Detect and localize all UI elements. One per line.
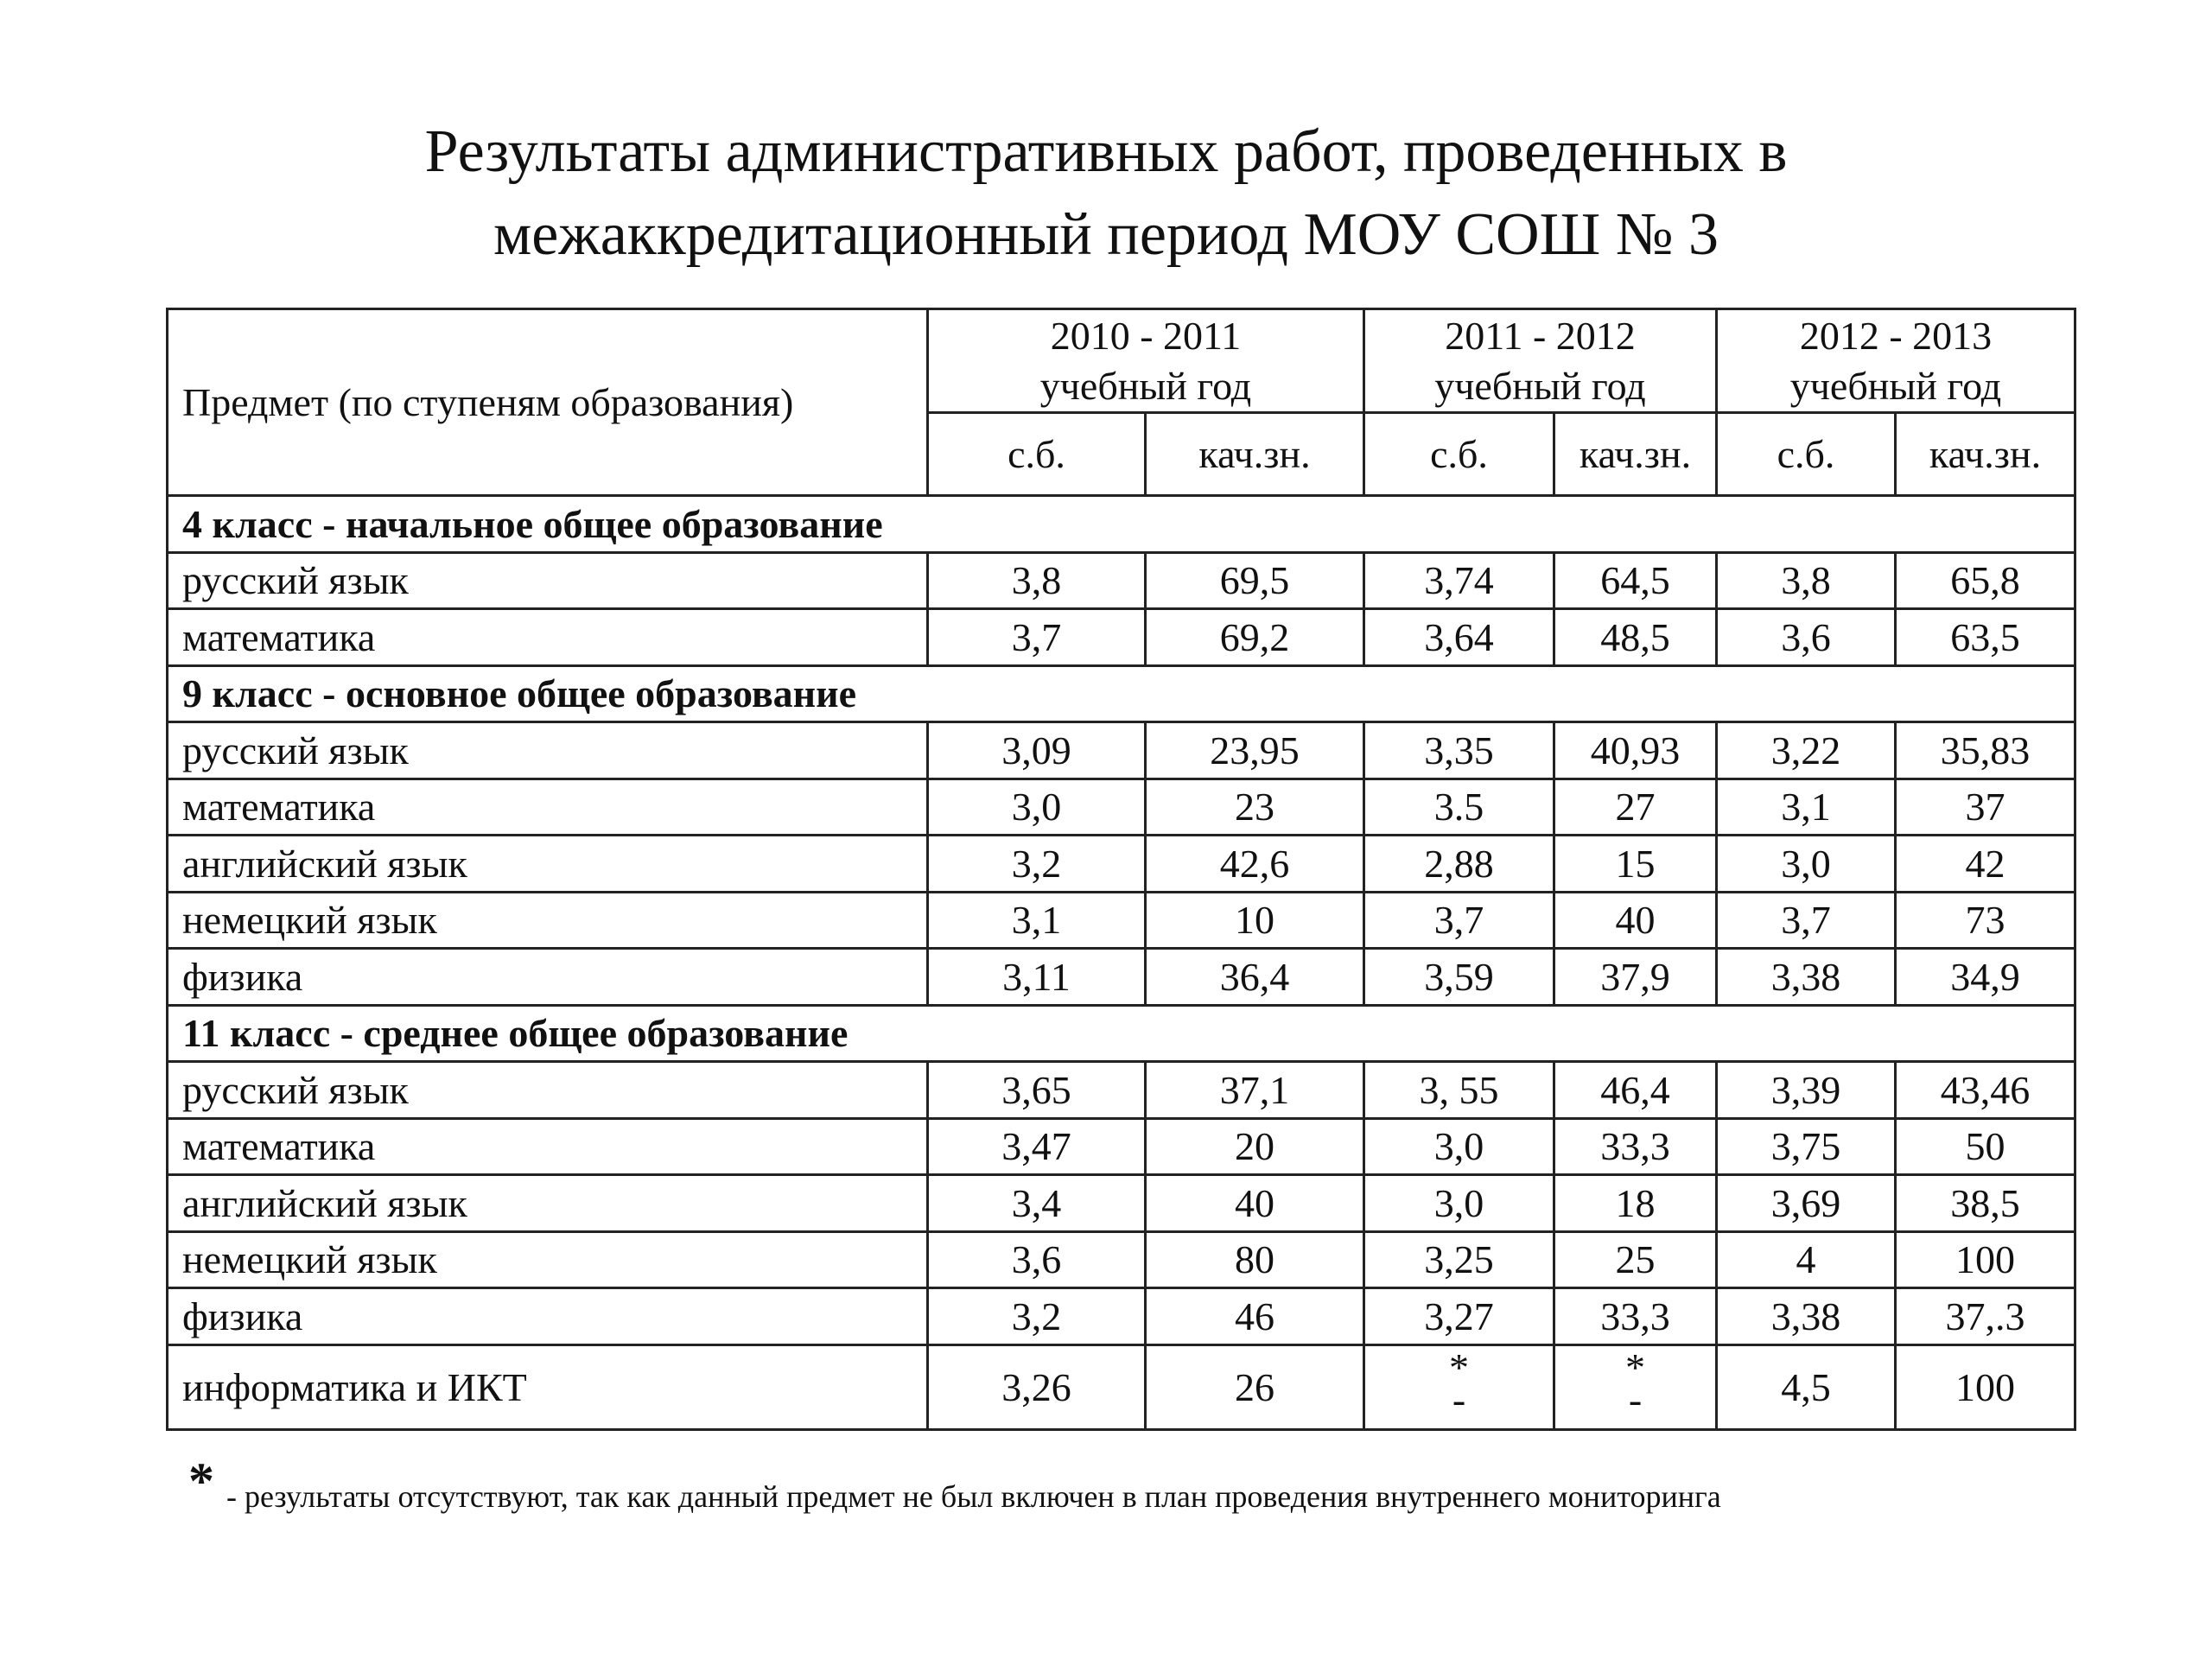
quality-cell: 35,83 xyxy=(1896,722,2075,779)
metric-header-avg-score: с.б. xyxy=(1717,413,1896,496)
table-body xyxy=(168,309,2075,1430)
quality-cell: 100 xyxy=(1896,1231,2075,1288)
avg-score-cell: 2,88 xyxy=(1364,836,1554,893)
metric-header-quality: кач.зн. xyxy=(1146,413,1364,496)
quality-cell: 38,5 xyxy=(1896,1175,2075,1232)
avg-score-cell: 3,35 xyxy=(1364,722,1554,779)
metric-header-avg-score: с.б. xyxy=(1364,413,1554,496)
table-row xyxy=(168,949,2075,1006)
footnote-mark: * xyxy=(188,1452,214,1510)
avg-score-cell: 3,09 xyxy=(928,722,1146,779)
quality-cell: * - xyxy=(1554,1344,1717,1429)
section-row xyxy=(168,1005,2075,1062)
avg-score-cell: 3,1 xyxy=(1717,779,1896,836)
year-caption: учебный год xyxy=(1039,363,1252,408)
quality-cell: 64,5 xyxy=(1554,552,1717,609)
subject-cell: русский язык xyxy=(168,1062,928,1119)
header-row-years xyxy=(168,309,2075,413)
avg-score-cell: 3,69 xyxy=(1717,1175,1896,1232)
quality-cell: 37,.3 xyxy=(1896,1288,2075,1345)
avg-score-cell: * - xyxy=(1364,1344,1554,1429)
quality-cell: 34,9 xyxy=(1896,949,2075,1006)
avg-score-cell: 3,39 xyxy=(1717,1062,1896,1119)
subject-cell: английский язык xyxy=(168,1175,928,1232)
year-caption: учебный год xyxy=(1789,363,2002,408)
metric-header-avg-score: с.б. xyxy=(928,413,1146,496)
avg-score-cell: 3,59 xyxy=(1364,949,1554,1006)
avg-score-cell: 3,11 xyxy=(928,949,1146,1006)
avg-score-cell: 3,0 xyxy=(1364,1175,1554,1232)
metric-header-quality: кач.зн. xyxy=(1896,413,2075,496)
results-table xyxy=(166,308,2076,1431)
year-header-2011-2012 xyxy=(1364,309,1717,413)
subject-cell: математика xyxy=(168,609,928,666)
year-header-2010-2011 xyxy=(928,309,1364,413)
section-row xyxy=(168,665,2075,722)
table-row xyxy=(168,1344,2075,1429)
quality-cell: 15 xyxy=(1554,836,1717,893)
section-title: 9 класс - основное общее образование xyxy=(168,665,2075,722)
table-row xyxy=(168,722,2075,779)
year-header-2012-2013 xyxy=(1717,309,2075,413)
avg-score-cell: 3,7 xyxy=(1717,892,1896,949)
quality-cell: 37,1 xyxy=(1146,1062,1364,1119)
quality-cell: 69,5 xyxy=(1146,552,1364,609)
avg-score-cell: 3,7 xyxy=(1364,892,1554,949)
avg-score-cell: 3, 55 xyxy=(1364,1062,1554,1119)
avg-score-cell: 3,6 xyxy=(928,1231,1146,1288)
subject-cell: русский язык xyxy=(168,552,928,609)
avg-score-cell: 3,7 xyxy=(928,609,1146,666)
quality-cell: 33,3 xyxy=(1554,1118,1717,1175)
subject-cell: русский язык xyxy=(168,722,928,779)
quality-cell: 40 xyxy=(1146,1175,1364,1232)
avg-score-cell: 4,5 xyxy=(1717,1344,1896,1429)
avg-score-cell: 3,74 xyxy=(1364,552,1554,609)
quality-cell: 43,46 xyxy=(1896,1062,2075,1119)
quality-cell: 46,4 xyxy=(1554,1062,1717,1119)
avg-score-cell: 3,0 xyxy=(1364,1118,1554,1175)
year-range: 2010 - 2011 xyxy=(1050,313,1242,358)
subject-cell: физика xyxy=(168,949,928,1006)
avg-score-cell: 3,26 xyxy=(928,1344,1146,1429)
avg-score-cell: 4 xyxy=(1717,1231,1896,1288)
subject-cell: физика xyxy=(168,1288,928,1345)
avg-score-cell: 3,0 xyxy=(1717,836,1896,893)
quality-cell: 63,5 xyxy=(1896,609,2075,666)
section-title: 11 класс - среднее общее образование xyxy=(168,1005,2075,1062)
avg-score-cell: 3,27 xyxy=(1364,1288,1554,1345)
subject-cell: математика xyxy=(168,1118,928,1175)
table-row xyxy=(168,1288,2075,1345)
avg-score-cell: 3,38 xyxy=(1717,949,1896,1006)
quality-cell: 69,2 xyxy=(1146,609,1364,666)
avg-score-cell: 3,25 xyxy=(1364,1231,1554,1288)
avg-score-cell: 3,64 xyxy=(1364,609,1554,666)
table-row xyxy=(168,836,2075,893)
quality-cell: 23 xyxy=(1146,779,1364,836)
quality-cell: 42,6 xyxy=(1146,836,1364,893)
quality-cell: 37,9 xyxy=(1554,949,1717,1006)
table-row xyxy=(168,609,2075,666)
quality-cell: 36,4 xyxy=(1146,949,1364,1006)
quality-cell: 20 xyxy=(1146,1118,1364,1175)
quality-cell: 65,8 xyxy=(1896,552,2075,609)
section-title: 4 класс - начальное общее образование xyxy=(168,496,2075,553)
quality-cell: 25 xyxy=(1554,1231,1717,1288)
quality-cell: 23,95 xyxy=(1146,722,1364,779)
avg-score-cell: 3,6 xyxy=(1717,609,1896,666)
table-row xyxy=(168,892,2075,949)
title-line-2: межаккредитационный период МОУ СОШ № 3 xyxy=(493,201,1719,268)
year-range: 2012 - 2013 xyxy=(1799,313,1993,358)
subject-cell: немецкий язык xyxy=(168,1231,928,1288)
title-line-1: Результаты административных работ, проведенных в xyxy=(424,118,1788,185)
quality-cell: 50 xyxy=(1896,1118,2075,1175)
avg-score-cell: 3,4 xyxy=(928,1175,1146,1232)
quality-cell: 26 xyxy=(1146,1344,1364,1429)
quality-cell: 48,5 xyxy=(1554,609,1717,666)
avg-score-cell: 3,0 xyxy=(928,779,1146,836)
metric-header-quality: кач.зн. xyxy=(1554,413,1717,496)
avg-score-cell: 3,8 xyxy=(1717,552,1896,609)
subject-cell: математика xyxy=(168,779,928,836)
quality-cell: 18 xyxy=(1554,1175,1717,1232)
quality-cell: 100 xyxy=(1896,1344,2075,1429)
quality-cell: 33,3 xyxy=(1554,1288,1717,1345)
avg-score-cell: 3.5 xyxy=(1364,779,1554,836)
table-row xyxy=(168,1231,2075,1288)
quality-cell: 46 xyxy=(1146,1288,1364,1345)
footnote xyxy=(188,1452,2089,1520)
quality-cell: 40 xyxy=(1554,892,1717,949)
page-title xyxy=(0,111,2212,276)
quality-cell: 37 xyxy=(1896,779,2075,836)
year-caption: учебный год xyxy=(1434,363,1646,408)
quality-cell: 10 xyxy=(1146,892,1364,949)
avg-score-cell: 3,2 xyxy=(928,836,1146,893)
section-row xyxy=(168,496,2075,553)
table-row xyxy=(168,779,2075,836)
subject-cell: немецкий язык xyxy=(168,892,928,949)
table-row xyxy=(168,1175,2075,1232)
avg-score-cell: 3,1 xyxy=(928,892,1146,949)
avg-score-cell: 3,38 xyxy=(1717,1288,1896,1345)
avg-score-cell: 3,2 xyxy=(928,1288,1146,1345)
table-row xyxy=(168,552,2075,609)
subject-column-header: Предмет (по ступеням образования) xyxy=(168,309,928,496)
subject-cell: английский язык xyxy=(168,836,928,893)
avg-score-cell: 3,75 xyxy=(1717,1118,1896,1175)
subject-cell: информатика и ИКТ xyxy=(168,1344,928,1429)
year-range: 2011 - 2012 xyxy=(1445,313,1636,358)
quality-cell: 73 xyxy=(1896,892,2075,949)
quality-cell: 40,93 xyxy=(1554,722,1717,779)
footnote-text: - результаты отсутствуют, так как данный предмет не был включен в план проведения внутреннего мониторинга xyxy=(226,1479,1721,1514)
avg-score-cell: 3,8 xyxy=(928,552,1146,609)
quality-cell: 27 xyxy=(1554,779,1717,836)
table-row xyxy=(168,1062,2075,1119)
avg-score-cell: 3,65 xyxy=(928,1062,1146,1119)
quality-cell: 80 xyxy=(1146,1231,1364,1288)
avg-score-cell: 3,47 xyxy=(928,1118,1146,1175)
quality-cell: 42 xyxy=(1896,836,2075,893)
avg-score-cell: 3,22 xyxy=(1717,722,1896,779)
table-row xyxy=(168,1118,2075,1175)
